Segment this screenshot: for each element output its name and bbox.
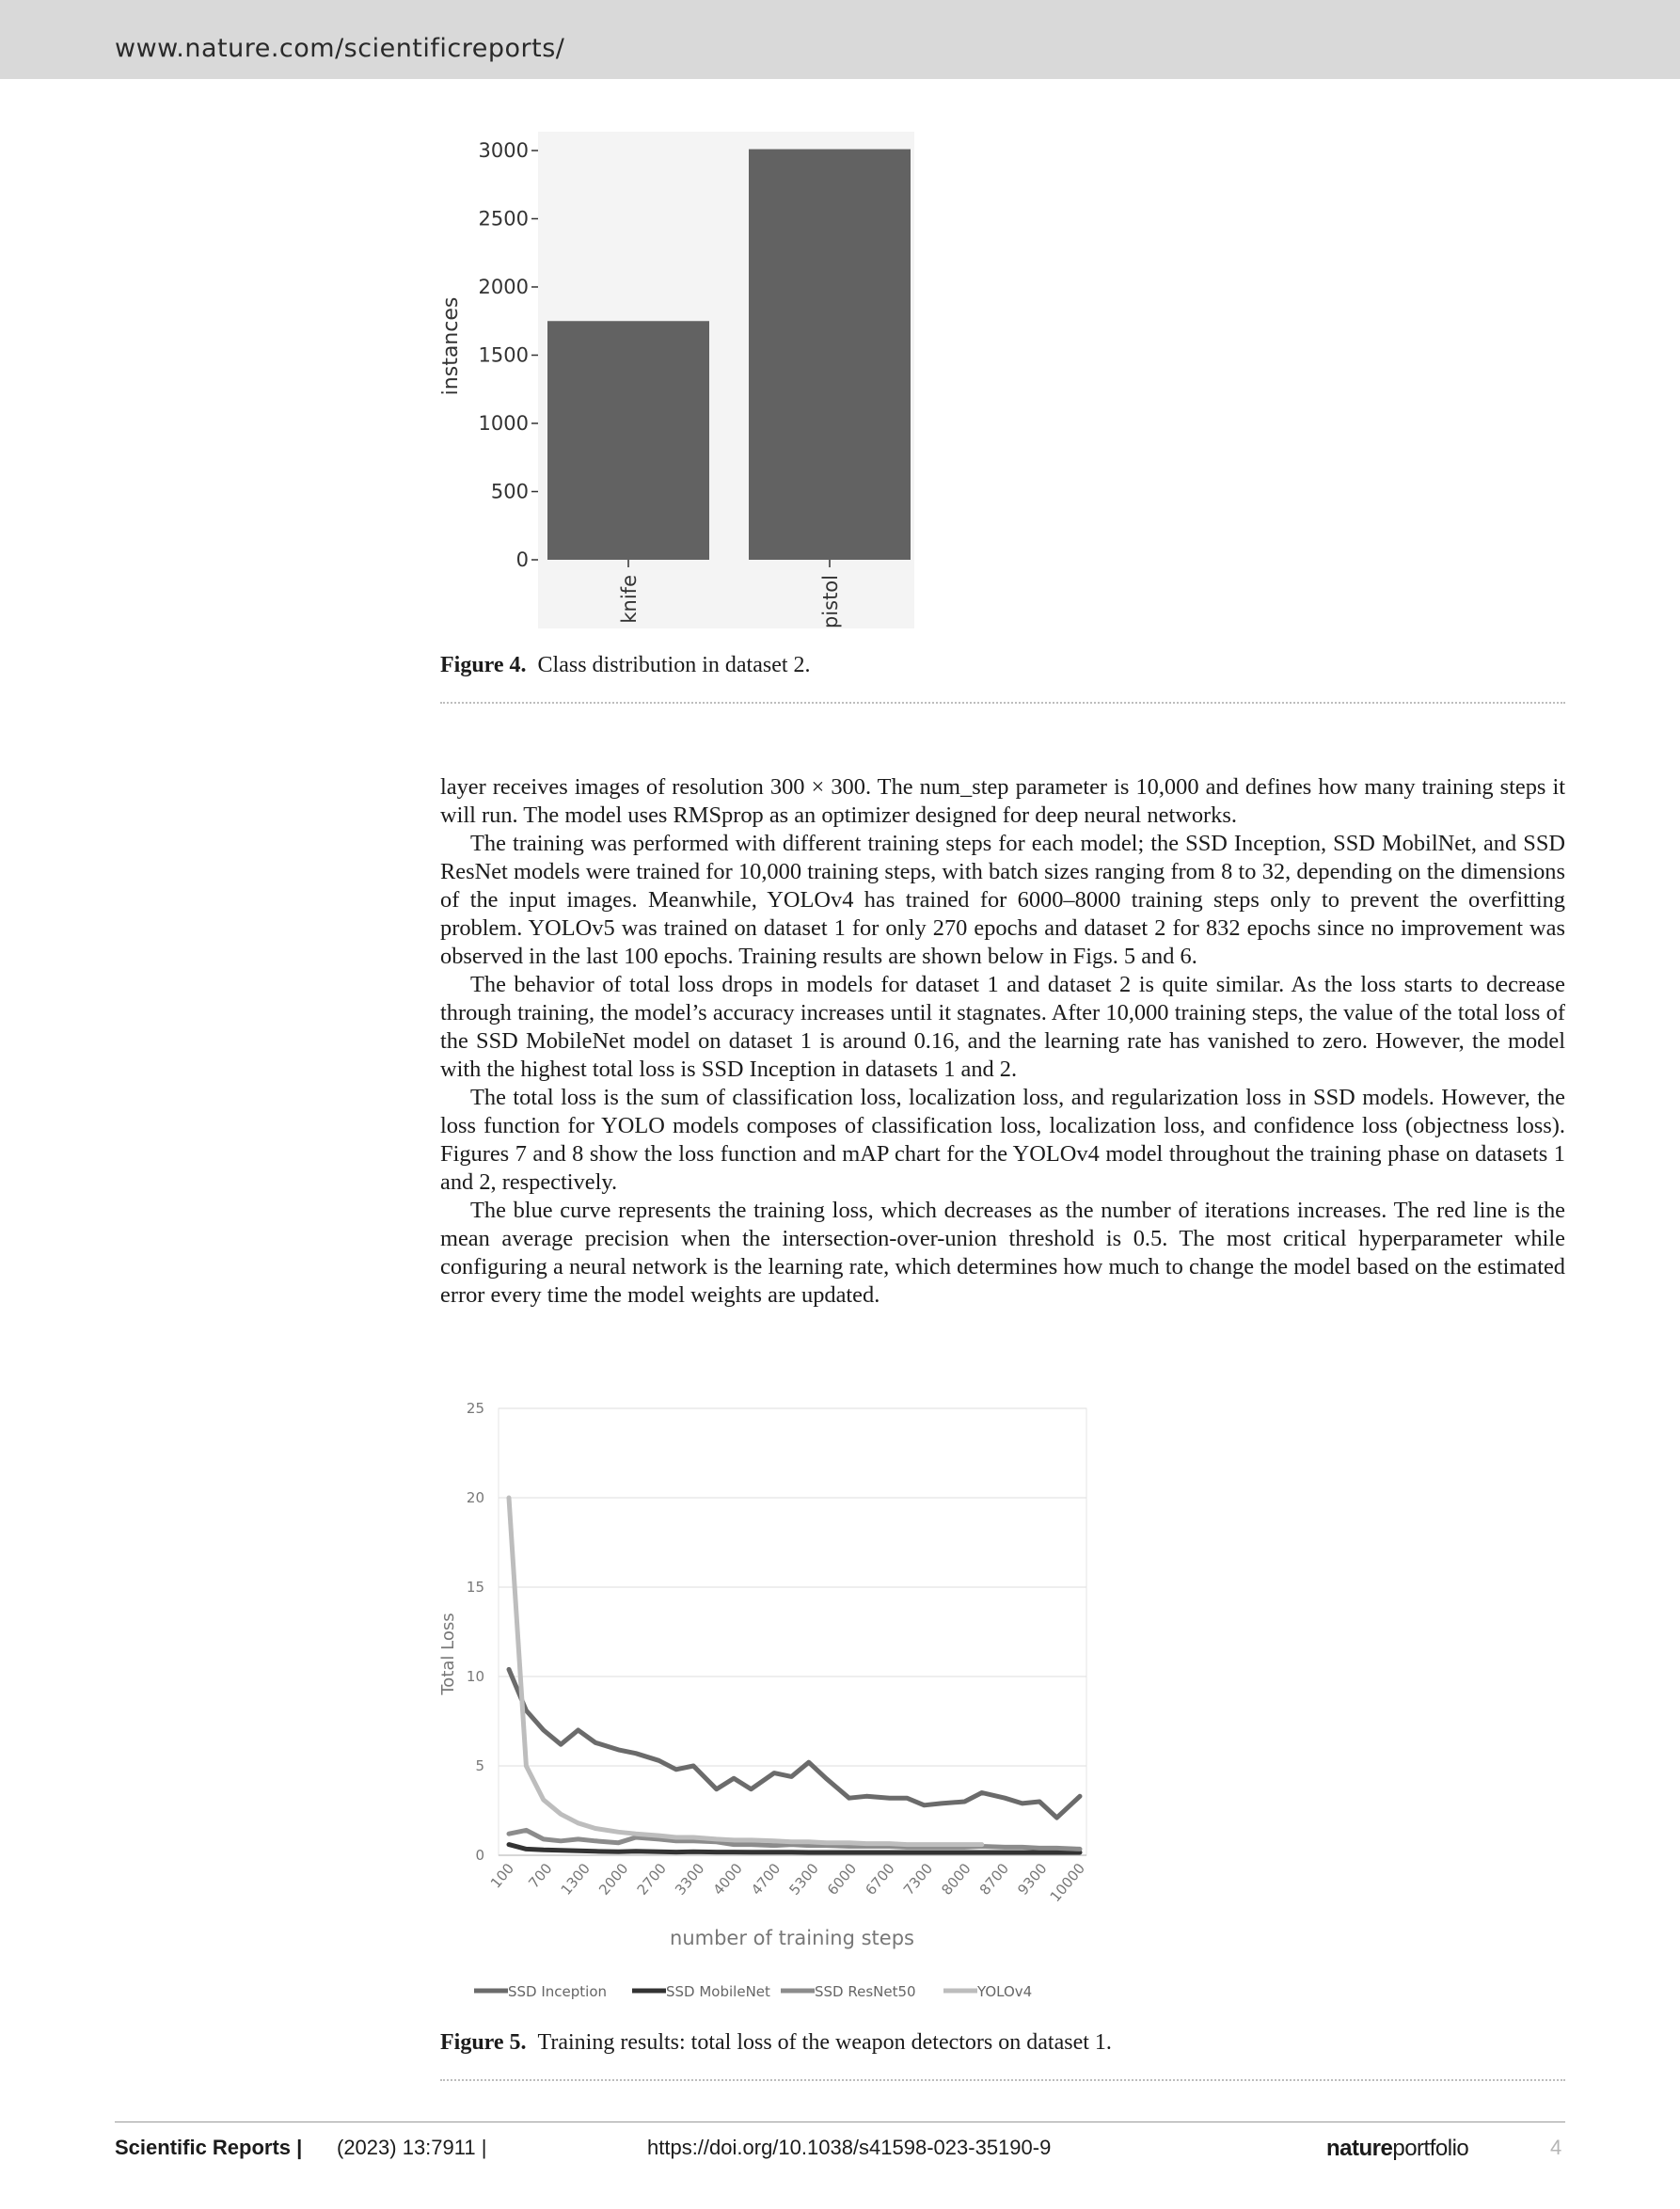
x-tick-label: 6000 bbox=[823, 1860, 861, 1899]
figure4-bar-chart bbox=[435, 132, 924, 628]
paragraph-4: The total loss is the sum of classification loss, localization loss, and regularization loss in SSD models. However, the loss function for YOLO models composes of classification loss, localization loss, and confidence loss (objectness loss). Figures 7 and 8 show the loss function and mAP chart for the YOLOv4 model throughout the training phase on datasets 1 and 2, respectively. bbox=[440, 1085, 1565, 1195]
article-body bbox=[440, 773, 1565, 1310]
x-tick-label: 8700 bbox=[975, 1860, 1013, 1899]
x-tick-label: 7300 bbox=[899, 1860, 937, 1899]
y-tick-label: 5 bbox=[475, 1757, 484, 1774]
y-tick-label: 10 bbox=[466, 1668, 484, 1685]
logo-nature: nature bbox=[1326, 2136, 1393, 2161]
x-tick-label: 9300 bbox=[1014, 1860, 1051, 1899]
x-axis-label: number of training steps bbox=[670, 1927, 914, 1949]
x-tick-label: 2700 bbox=[633, 1860, 670, 1899]
y-tick-label: 15 bbox=[466, 1579, 484, 1596]
legend-label: YOLOv4 bbox=[977, 1983, 1033, 2000]
x-tick-label: 6700 bbox=[862, 1860, 898, 1899]
nature-portfolio-logo bbox=[1326, 2136, 1468, 2162]
x-tick-label: 3300 bbox=[672, 1860, 708, 1899]
x-tick-label: 4000 bbox=[709, 1860, 746, 1899]
figure5-line-chart bbox=[435, 1381, 1102, 2010]
x-tick-label: knife bbox=[618, 575, 641, 624]
journal-url[interactable]: www.nature.com/scientificreports/ bbox=[115, 34, 565, 63]
y-tick-label: 0 bbox=[475, 1847, 484, 1864]
y-tick-label: 1500 bbox=[478, 343, 529, 367]
x-tick-label: 10000 bbox=[1046, 1860, 1089, 1906]
x-tick-label: 8000 bbox=[938, 1860, 975, 1899]
y-tick-label: 25 bbox=[466, 1400, 484, 1417]
x-tick-label: 5300 bbox=[785, 1860, 822, 1899]
figure4-caption-label: Figure 4. bbox=[440, 653, 527, 677]
figure5-caption-text: Training results: total loss of the weapon detectors on dataset 1. bbox=[537, 2030, 1112, 2055]
plot-area bbox=[499, 1408, 1086, 1855]
paragraph-2: The training was performed with different training steps for each model; the SSD Inception, SSD MobilNet, and SSD ResNet models were trained for 10,000 training steps, with batch sizes ranging from 8 to 32, depending on the dimensions of the input images. Meanwhile, YOLOv4 has trained for 6000–8000 training steps only to prevent the overfitting problem. YOLOv5 was trained on dataset 1 for only 270 epochs and dataset 2 for 832 epochs since no improvement was observed in the last 100 epochs. Training results are shown below in Figs. 5 and 6. bbox=[440, 831, 1565, 969]
bar-knife bbox=[547, 321, 709, 560]
bar-pistol bbox=[749, 150, 911, 560]
x-tick-label: 2000 bbox=[595, 1860, 632, 1899]
y-tick-label: 0 bbox=[515, 548, 529, 571]
figure4-divider bbox=[440, 702, 1565, 704]
x-tick-label: 700 bbox=[525, 1860, 556, 1892]
footer-doi-link[interactable]: https://doi.org/10.1038/s41598-023-35190-9 bbox=[647, 2136, 1052, 2159]
y-tick-label: 500 bbox=[490, 480, 529, 503]
legend-label: SSD ResNet50 bbox=[815, 1983, 916, 2000]
x-tick-label: pistol bbox=[819, 575, 842, 628]
x-tick-label: 4700 bbox=[747, 1860, 785, 1899]
figure5-divider bbox=[440, 2079, 1565, 2081]
y-tick-label: 3000 bbox=[478, 139, 529, 162]
figure5-caption-label: Figure 5. bbox=[440, 2030, 527, 2055]
logo-portfolio: portfolio bbox=[1392, 2136, 1469, 2161]
y-tick-label: 1000 bbox=[478, 412, 529, 435]
legend-label: SSD Inception bbox=[508, 1983, 608, 2000]
x-tick-label: 100 bbox=[486, 1860, 518, 1892]
y-tick-label: 2500 bbox=[478, 207, 529, 230]
footer-citation: (2023) 13:7911 | bbox=[337, 2136, 487, 2159]
paragraph-5: The blue curve represents the training loss, which decreases as the number of iterations increases. The red line is the mean average precision when the intersection-over-union threshold is 0.5. The most critical hyperparameter while configuring a neural network is the learning rate, which determines how much to change the model based on the estimated error every time the model weights are updated. bbox=[440, 1198, 1565, 1308]
figure4-caption bbox=[440, 653, 811, 678]
y-axis-label: instances bbox=[439, 296, 463, 396]
figure5-caption bbox=[440, 2030, 1112, 2056]
footer-journal: Scientific Reports | bbox=[115, 2136, 303, 2159]
paragraph-3: The behavior of total loss drops in models for dataset 1 and dataset 2 is quite similar. As the loss starts to decrease through training, the model’s accuracy increases until it stagnates. After 10,000 training steps, the value of the total loss of the SSD MobileNet model on dataset 1 is around 0.16, and the learning rate has vanished to zero. However, the model with the highest total loss is SSD Inception in datasets 1 and 2. bbox=[440, 972, 1565, 1082]
figure4-caption-text: Class distribution in dataset 2. bbox=[537, 653, 811, 677]
legend-label: SSD MobileNet bbox=[666, 1983, 770, 2000]
page-number: 4 bbox=[1550, 2136, 1562, 2159]
x-tick-label: 1300 bbox=[557, 1860, 594, 1899]
y-tick-label: 20 bbox=[466, 1489, 484, 1506]
y-axis-label: Total Loss bbox=[438, 1613, 458, 1695]
y-tick-label: 2000 bbox=[478, 276, 529, 298]
paragraph-1: layer receives images of resolution 300 × 300. The num_step parameter is 10,000 and defines how many training steps it will run. The model uses RMSprop as an optimizer designed for deep neural networks. bbox=[440, 774, 1565, 828]
